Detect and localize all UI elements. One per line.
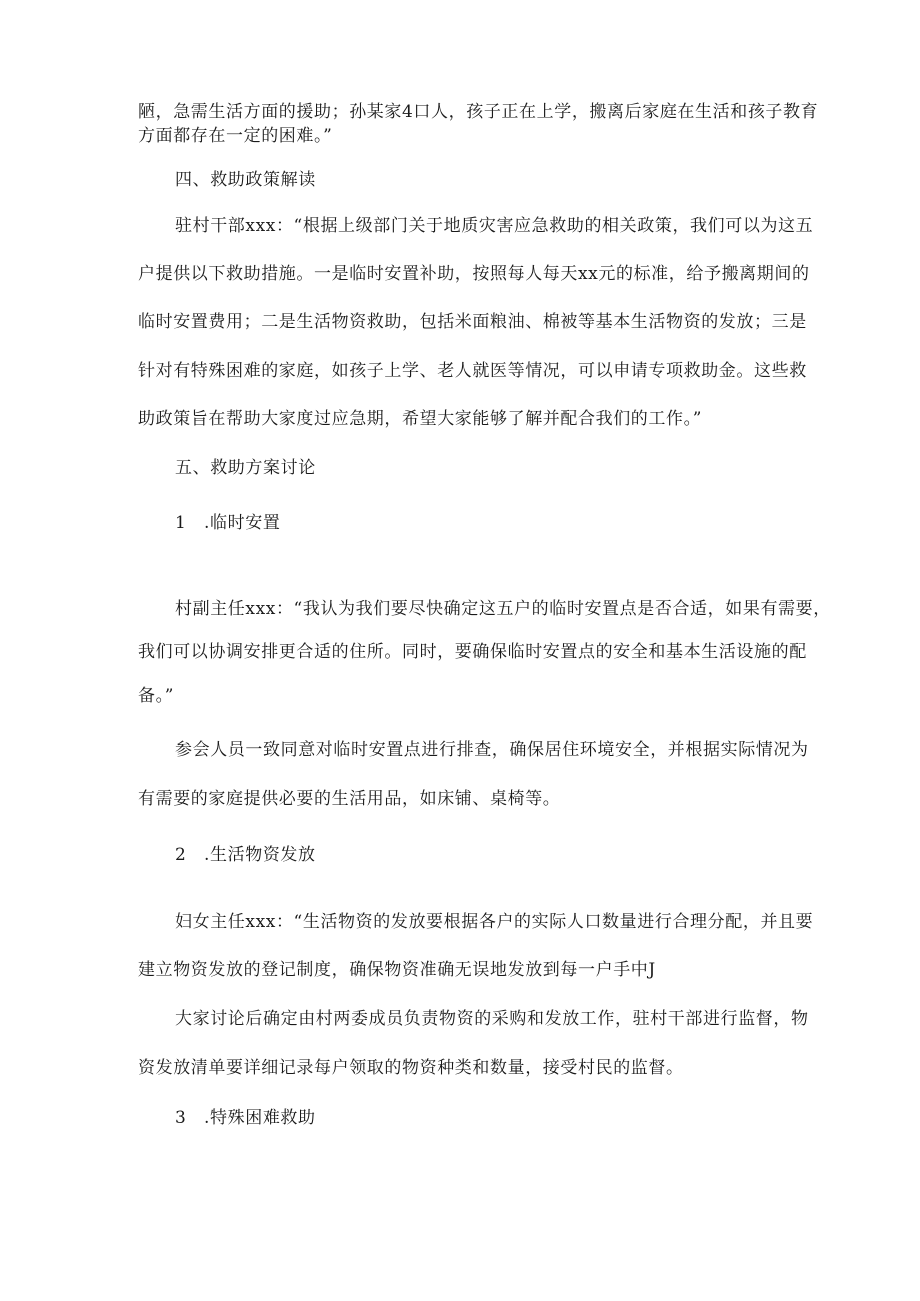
paragraph-text: 陋，急需生活方面的援助；孙某家4口人，孩子正在上学，搬离后家庭在生活和孩子教育	[138, 102, 819, 122]
paragraph-text: 针对有特殊困难的家庭，如孩子上学、老人就医等情况，可以申请专项救助金。这些救	[138, 361, 807, 381]
subsection-heading: 2 .生活物资发放	[175, 845, 316, 865]
paragraph-text: 建立物资发放的登记制度，确保物资准确无误地发放到每一户手中J	[138, 960, 656, 980]
paragraph-text: 户提供以下救助措施。一是临时安置补助，按照每人每天xx元的标准，给予搬离期间的	[138, 264, 810, 284]
paragraph-text: 备。”	[138, 686, 174, 706]
section-heading: 四、救助政策解读	[175, 170, 316, 190]
paragraph-text: 参会人员一致同意对临时安置点进行排查，确保居住环境安全，并根据实际情况为	[175, 740, 809, 760]
paragraph-text: 资发放清单要详细记录每户领取的物资种类和数量，接受村民的监督。	[138, 1058, 684, 1078]
paragraph-text: 妇女主任xxx：“生活物资的发放要根据各户的实际人口数量进行合理分配，并且要	[175, 912, 814, 932]
subsection-heading: 3 .特殊困难救助	[175, 1108, 316, 1128]
paragraph-text: 村副主任xxx：“我认为我们要尽快确定这五户的临时安置点是否合适，如果有需要，	[175, 599, 831, 619]
paragraph-text: 方面都存在一定的困难。”	[138, 126, 333, 146]
section-heading: 五、救助方案讨论	[175, 458, 316, 478]
paragraph-text: 我们可以协调安排更合适的住所。同时，要确保临时安置点的安全和基本生活设施的配	[138, 642, 807, 662]
paragraph-text: 大家讨论后确定由村两委成员负责物资的采购和发放工作，驻村干部进行监督，物	[175, 1009, 809, 1029]
paragraph-text: 有需要的家庭提供必要的生活用品，如床铺、桌椅等。	[138, 789, 561, 809]
paragraph-text: 驻村干部xxx：“根据上级部门关于地质灾害应急救助的相关政策，我们可以为这五	[175, 216, 814, 236]
paragraph-text: 临时安置费用；二是生活物资救助，包括米面粮油、棉被等基本生活物资的发放；三是	[138, 312, 807, 332]
paragraph-text: 助政策旨在帮助大家度过应急期，希望大家能够了解并配合我们的工作。”	[138, 409, 702, 429]
subsection-heading: 1 .临时安置	[175, 513, 281, 533]
